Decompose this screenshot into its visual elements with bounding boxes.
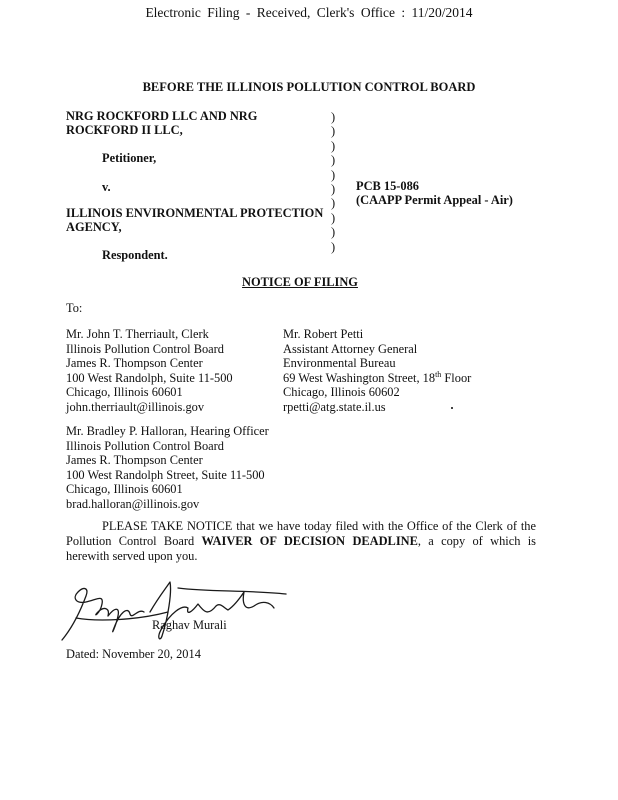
caption-paren: ) xyxy=(331,124,336,139)
recipient-attorney-address xyxy=(283,327,471,415)
caption-paren: ) xyxy=(331,110,336,124)
versus-label: v. xyxy=(102,180,111,194)
respondent-name-line2: AGENCY, xyxy=(66,220,122,234)
notice-title: NOTICE OF FILING xyxy=(242,275,358,289)
petitioner-name-line2: ROCKFORD II LLC, xyxy=(66,123,183,137)
address-line: James R. Thompson Center xyxy=(66,356,203,371)
caption-parenthesis-column xyxy=(331,110,341,254)
caption-paren: ) xyxy=(331,138,336,153)
caption-paren: ) xyxy=(331,167,336,182)
filing-stamp-header: Electronic Filing - Received, Clerk's Office : 11/20/2014 xyxy=(145,5,473,20)
petitioner-name-line1: NRG ROCKFORD LLC AND NRG xyxy=(66,109,258,123)
caption-paren: ) xyxy=(331,239,336,254)
address-line: Chicago, Illinois 60601 xyxy=(66,385,183,400)
ordinal-suffix: th xyxy=(435,369,442,379)
dated-line: Dated: November 20, 2014 xyxy=(66,647,201,661)
case-number: PCB 15-086 xyxy=(356,179,419,193)
notice-body-paragraph: PLEASE TAKE NOTICE that we have today filed with the Office of the Clerk of the Pollution Control Board WAIVER OF DECISION DEADLINE, a copy of which is herewith served upon you. xyxy=(66,519,536,563)
respondent-role: Respondent. xyxy=(102,248,168,262)
address-line: Mr. John T. Therriault, Clerk xyxy=(66,327,209,341)
respondent-name-line1: ILLINOIS ENVIRONMENTAL PROTECTION xyxy=(66,206,324,220)
court-title: BEFORE THE ILLINOIS POLLUTION CONTROL BOARD xyxy=(142,80,476,94)
address-line: Mr. Robert Petti xyxy=(283,327,364,341)
attorney-email: rpetti@atg.state.il.us xyxy=(283,399,386,414)
caption-paren: ) xyxy=(331,210,336,225)
address-line: 100 West Randolph Street, Suite 11-500 xyxy=(66,467,265,482)
scan-speck xyxy=(451,407,453,409)
address-line: Assistant Attorney General xyxy=(283,341,418,356)
to-label: To: xyxy=(66,301,83,315)
address-line: Chicago, Illinois 60602 xyxy=(283,385,400,400)
petitioner-name xyxy=(66,109,257,137)
respondent-name xyxy=(66,206,323,234)
address-line: Illinois Pollution Control Board xyxy=(66,341,224,356)
document-title-bold: WAIVER OF DECISION DEADLINE xyxy=(201,534,418,548)
address-line: Mr. Bradley P. Halloran, Hearing Officer xyxy=(66,424,269,438)
caption-paren: ) xyxy=(331,153,336,168)
petitioner-role: Petitioner, xyxy=(102,151,157,165)
caption-paren: ) xyxy=(331,225,336,240)
case-type: (CAAPP Permit Appeal - Air) xyxy=(356,193,513,207)
caption-paren: ) xyxy=(331,196,336,211)
caption-paren: ) xyxy=(331,181,336,196)
clerk-email: john.therriault@illinois.gov xyxy=(66,399,205,414)
address-line: Illinois Pollution Control Board xyxy=(66,438,224,453)
recipient-hearing-officer-address xyxy=(66,424,269,512)
recipient-clerk-address xyxy=(66,327,233,415)
handwritten-signature xyxy=(58,578,298,646)
address-line: 100 West Randolph, Suite 11-500 xyxy=(66,370,233,385)
address-line: James R. Thompson Center xyxy=(66,453,203,468)
hearing-officer-email: brad.halloran@illinois.gov xyxy=(66,496,200,511)
address-line: Chicago, Illinois 60601 xyxy=(66,482,183,497)
address-line: Environmental Bureau xyxy=(283,356,396,371)
signatory-name: Raghav Murali xyxy=(152,618,227,632)
address-line: 69 West Washington Street, 18th Floor xyxy=(283,369,472,385)
